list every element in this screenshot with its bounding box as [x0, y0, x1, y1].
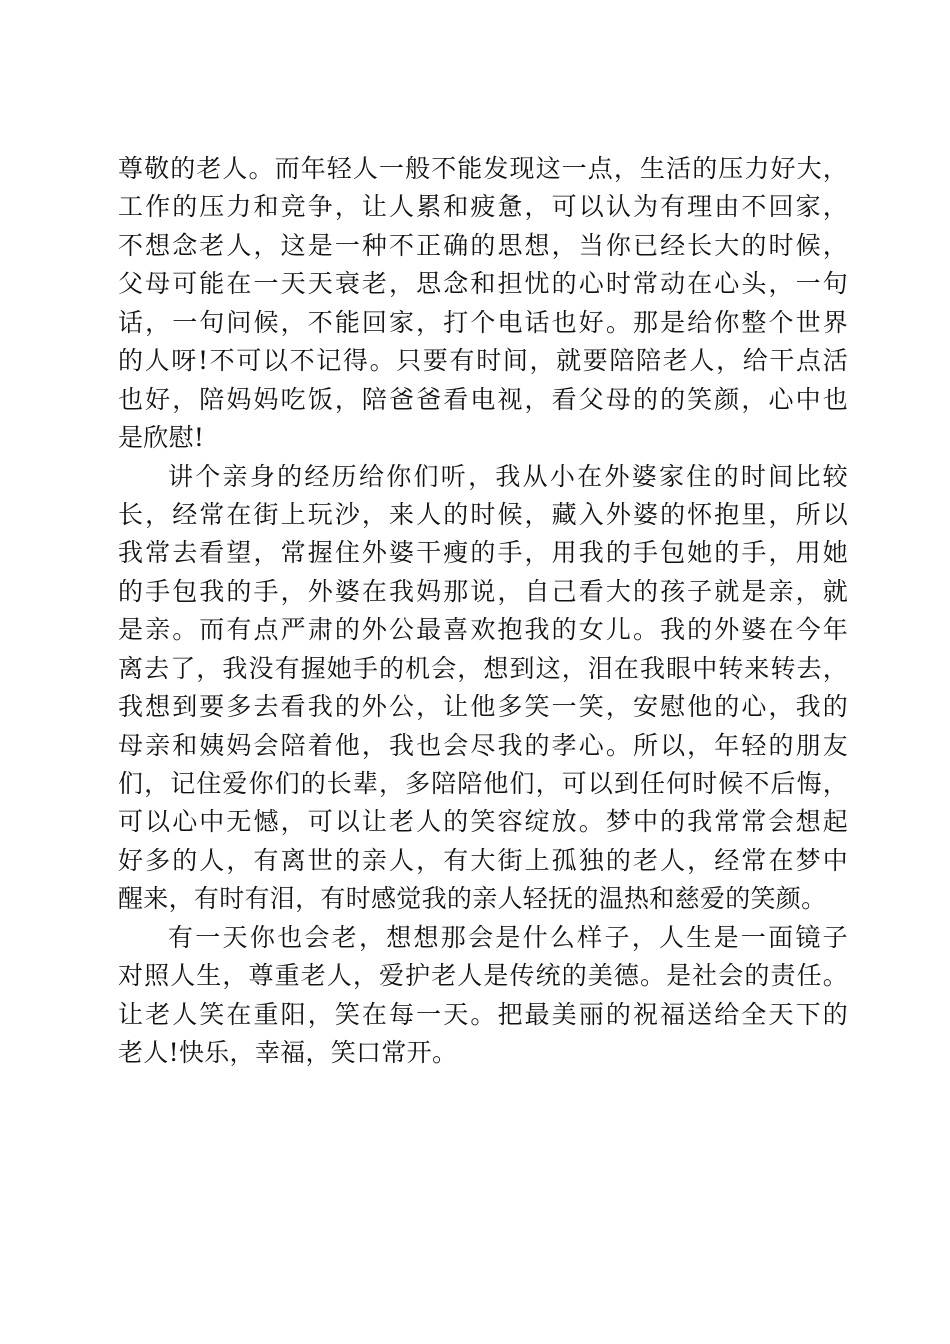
- text-line: 长，经常在街上玩沙，来人的时候，藏入外婆的怀抱里，所以: [118, 499, 848, 529]
- text-line: 父母可能在一天天衰老，思念和担忧的心时常动在心头，一句: [118, 269, 848, 299]
- text-line: 也好，陪妈妈吃饭，陪爸爸看电视，看父母的的笑颜，心中也: [118, 384, 848, 414]
- text-line: 对照人生，尊重老人，爱护老人是传统的美德。是社会的责任。: [118, 961, 848, 991]
- text-line: 可以心中无憾，可以让老人的笑容绽放。梦中的我常常会想起: [118, 807, 848, 837]
- text-line: 我常去看望，常握住外婆干瘦的手，用我的手包她的手，用她: [118, 538, 848, 568]
- text-line: 我想到要多去看我的外公，让他多笑一笑，安慰他的心，我的: [118, 692, 848, 722]
- text-line: 话，一句问候，不能回家，打个电话也好。那是给你整个世界: [118, 307, 848, 337]
- text-line: 尊敬的老人。而年轻人一般不能发现这一点，生活的压力好大，: [118, 154, 848, 183]
- text-line: 是亲。而有点严肃的外公最喜欢抱我的女儿。我的外婆在今年: [118, 615, 848, 645]
- paragraph-start-line: 有一天你也会老，想想那会是什么样子，人生是一面镜子: [168, 922, 848, 952]
- text-line: 母亲和姨妈会陪着他，我也会尽我的孝心。所以，年轻的朋友: [118, 730, 848, 760]
- text-line: 工作的压力和竞争，让人累和疲惫，可以认为有理由不回家，: [118, 192, 848, 222]
- paragraph-start-line: 讲个亲身的经历给你们听，我从小在外婆家住的时间比较: [168, 461, 848, 491]
- paragraph-end-line: 是欣慰!: [118, 423, 205, 453]
- text-line: 让老人笑在重阳，笑在每一天。把最美丽的祝福送给全天下的: [118, 999, 848, 1029]
- text-line: 不想念老人，这是一种不正确的思想，当你已经长大的时候，: [118, 230, 848, 260]
- text-line: 离去了，我没有握她手的机会，想到这，泪在我眼中转来转去，: [118, 653, 848, 683]
- text-line: 的人呀!不可以不记得。只要有时间，就要陪陪老人，给干点活: [118, 346, 848, 376]
- document-body: [118, 150, 848, 1073]
- paragraph-end-line: 老人!快乐，幸福，笑口常开。: [118, 1038, 458, 1068]
- text-line: 的手包我的手，外婆在我妈那说，自己看大的孩子就是亲，就: [118, 576, 848, 606]
- paragraph-end-line: 醒来，有时有泪，有时感觉我的亲人轻抚的温热和慈爱的笑颜。: [118, 884, 827, 914]
- text-line: 们，记住爱你们的长辈，多陪陪他们，可以到任何时候不后悔，: [118, 769, 848, 798]
- text-line: 好多的人，有离世的亲人，有大街上孤独的老人，经常在梦中: [118, 845, 848, 875]
